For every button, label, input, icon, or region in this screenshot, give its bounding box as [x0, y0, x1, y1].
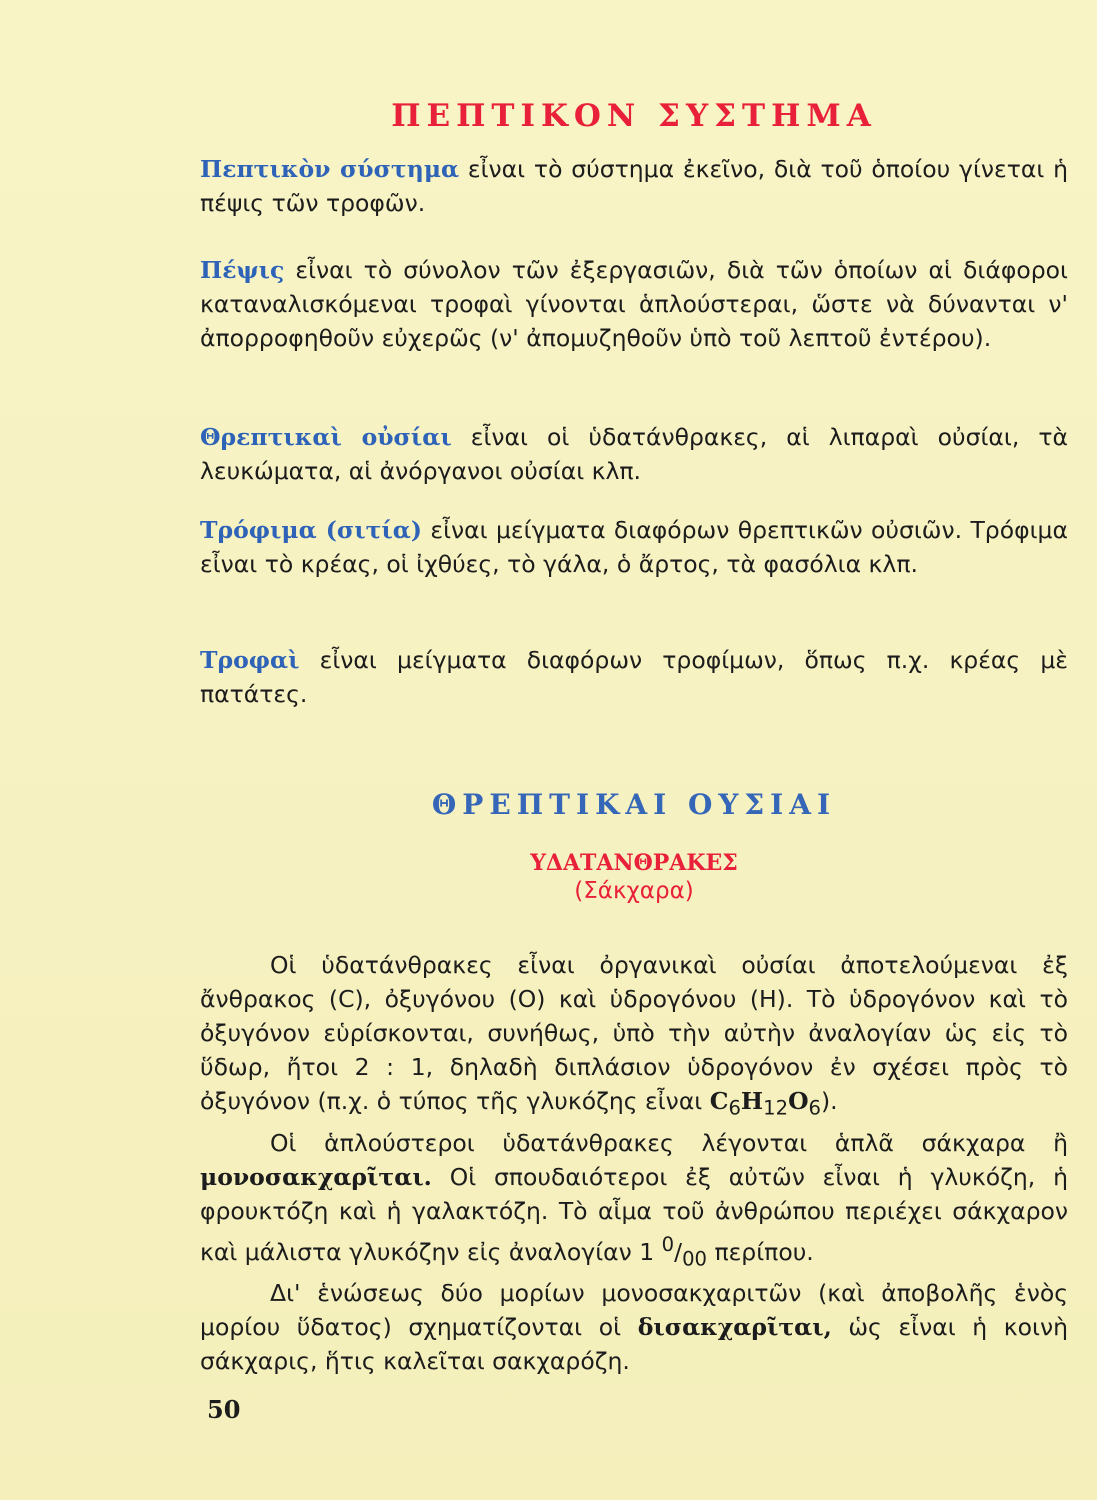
definition-digestive-system: [200, 152, 1068, 220]
permille-sign: $^0/_{00}$: [661, 1232, 707, 1271]
definition-digestion: [200, 253, 1068, 355]
definition-term: Τροφαὶ: [200, 646, 300, 674]
definition-text: εἶναι τὸ σύστημα ἐκεῖνο, διὰ τοῦ ὁποίου γίνεται ἡ πέψις τῶν τροφῶν.: [200, 155, 1068, 217]
subsection-subtitle-sugars: (Σάκχαρα): [574, 878, 694, 904]
definition-meals: [200, 643, 1068, 711]
definition-text: εἶναι μείγματα διαφόρων τροφίμων, ὅπως π.χ. κρέας μὲ πατάτες.: [200, 646, 1068, 708]
section-title-nutrients: ΘΡΕΠΤΙΚΑΙ ΟΥΣΙΑΙ: [431, 788, 837, 821]
definition-nutrients: [200, 420, 1068, 488]
section-title-digestive-system: ΠΕΠΤΙΚΟΝ ΣΥΣΤΗΜΑ: [391, 98, 877, 134]
definition-text: εἶναι τὸ σύνολον τῶν ἐξεργασιῶν, διὰ τῶν ὁποίων αἱ διάφοροι καταναλισκόμεναι τροφαὶ γίνονται ἁπλούστεραι, ὥστε νὰ δύνανται ν' ἀπορροφηθοῦν εὐχερῶς (ν' ἀπομυζηθοῦν ὑπὸ τοῦ λεπτοῦ ἐντέρου).: [200, 256, 1068, 352]
definition-term: Πεπτικὸν σύστημα: [200, 155, 460, 183]
subsection-title-carbohydrates: ΥΔΑΤΑΝΘΡΑΚΕΣ: [530, 850, 738, 876]
definition-text: εἶναι μείγματα διαφόρων θρεπτικῶν οὐσιῶν. Τρόφιμα εἶναι τὸ κρέας, οἱ ἰχθύες, τὸ γάλα, ὁ ἄρτος, τὰ φασόλια κλπ.: [200, 516, 1069, 578]
definition-term: Τρόφιμα (σιτία): [200, 516, 422, 544]
definition-term: Πέψις: [200, 256, 285, 284]
paragraph-carbohydrates-definition: Οἱ ὑδατάνθρακες εἶναι ὀργανικαὶ οὐσίαι ἀποτελούμεναι ἐξ ἄνθρακος (C), ὀξυγόνου (O) καὶ ὑδρογόνου (H). Τὸ ὑδρογόνον καὶ τὸ ὀξυγόνον εὑρίσκονται, συνήθως, ὑπὸ τὴν αὐτὴν ἀναλογίαν ὡς εἰς τὸ ὕδωρ, ἤτοι 2 : 1, δηλαδὴ διπλάσιον ὑδρογόνον ἐν σχέσει πρὸς τὸ ὀξυγόνον (π.χ. ὁ τύπος τῆς γλυκόζης εἶναι $C_6H_{12}O_6$).: [200, 951, 1068, 1120]
carbohydrates-body: [200, 948, 1068, 1378]
definition-text: εἶναι οἱ ὑδατάνθρακες, αἱ λιπαραὶ οὐσίαι, τὰ λευκώματα, αἱ ἀνόργανοι οὐσίαι κλπ.: [200, 423, 1068, 485]
definition-foodstuffs: [200, 513, 1068, 581]
term-disaccharides: δισακχαρῖται,: [637, 1313, 832, 1342]
term-monosaccharides: μονοσακχαρῖται.: [200, 1162, 432, 1191]
paragraph-monosaccharides: Οἱ ἁπλούστεροι ὑδατάνθρακες λέγονται ἁπλᾶ σάκχαρα ἢ μονοσακχαρῖται. Οἱ σπουδαιότεροι ἐξ αὐτῶν εἶναι ἡ γλυκόζη, ἡ φρουκτόζη καὶ ἡ γαλακτόζη. Τὸ αἷμα τοῦ ἀνθρώπου περιέχει σάκχαρον καὶ μάλιστα γλυκόζην εἰς ἀναλογίαν 1 $^0/_{00}$ περίπου.: [200, 1128, 1068, 1271]
paragraph-disaccharides: Δι' ἑνώσεως δύο μορίων μονοσακχαριτῶν (καὶ ἀποβολῆς ἑνὸς μορίου ὕδατος) σχηματίζονται οἱ δισακχαρῖται, ὡς εἶναι ἡ κοινὴ σάκχαρις, ἥτις καλεῖται σακχαρόζη.: [200, 1279, 1069, 1376]
glucose-formula: $C_6H_{12}O_6$: [709, 1087, 822, 1120]
definition-term: Θρεπτικαὶ οὐσίαι: [200, 423, 452, 451]
page-number: 50: [207, 1395, 241, 1424]
